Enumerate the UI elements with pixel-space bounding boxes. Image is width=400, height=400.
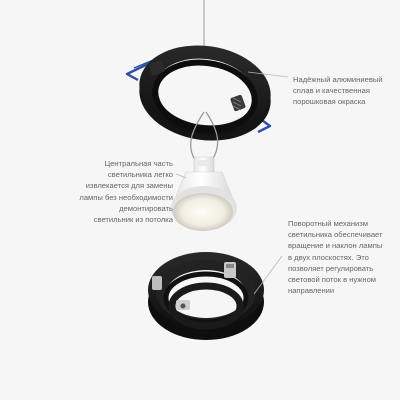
rotating-ring	[148, 252, 264, 340]
annotation-finish: Надёжный алюминиевый сплав и качественная порошковая окраска	[293, 75, 383, 107]
lamp-diffuser	[173, 193, 233, 231]
annotation-removable-core: Центральная часть светильника легко извлекается для замены лампы без необходимости демонтировать светильник из потолка	[79, 159, 173, 225]
mounting-ring	[127, 37, 276, 149]
lamp-module	[171, 157, 237, 231]
annotation-rotation-mechanism: Поворотный механизм светильника обеспечивает вращение и наклон лампы в двух плоскостях. Это позволяет регулировать световой поток в нужном направлении	[288, 219, 383, 296]
